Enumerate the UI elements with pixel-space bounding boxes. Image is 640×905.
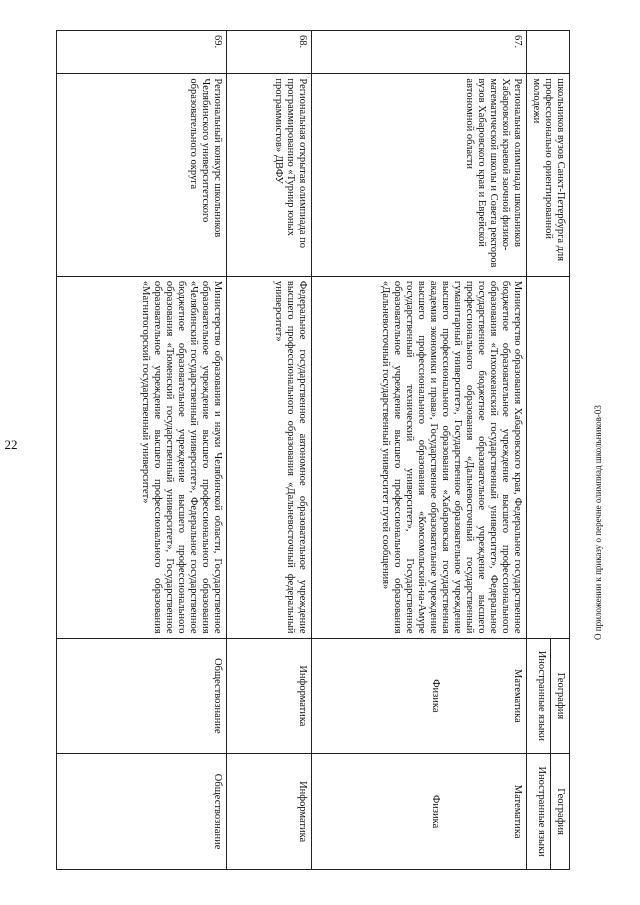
- table-row: [227, 31, 312, 870]
- table-cell: [527, 276, 570, 638]
- organizer-text: Министерство образования и науки Челябинской области, Государственное образовательное учреждение высшего профессионального образования «Челябинский государственный университет», Федеральное государственное бюджетное образовательное учреждение высшего профессионального образования «Тюменский государственный университет», Государственное образовательное учреждение высшего профессионального образования «Магнитогорский государственный университет»: [57, 276, 227, 638]
- row-number: 69.: [57, 31, 227, 74]
- subject-cell: [312, 638, 527, 754]
- rotated-table-page: [60, 30, 570, 870]
- table-cell: [527, 31, 570, 74]
- olympiad-name: Региональная открытая олимпиада по программированию «Турнир юных программистов» ДВФУ: [227, 74, 312, 277]
- subject-label: Физика: [430, 679, 441, 713]
- subject-label: Иностранные языки: [535, 754, 551, 869]
- subject-cell: Обществознание: [57, 754, 227, 870]
- organizer-text: Министерство образования Хабаровского края, Федеральное государственное бюджетное образовательное учреждение высшего профессионального образования «Тихоокеанский государственный университет», Федеральное государственное бюджетное образовательное учреждение высшего профессионального образования «Дальневосточный государственный гуманитарный университет», Государственное образовательное учреждение высшего профессионального образования «Хабаровская государственная академия экономики и права», Государственное образовательное учреждение высшего профессионального образования «Комсомольский-на-Амуре государственный технический университет», Государственное образовательное учреждение высшего профессионального образования «Дальневосточный государственный университет путей сообщения»: [312, 276, 527, 638]
- table-row: [527, 31, 570, 870]
- subject-label: Математика: [512, 669, 523, 723]
- subject-cell: [527, 754, 570, 870]
- row-number: 68.: [227, 31, 312, 74]
- row-number: 67.: [312, 31, 527, 74]
- subject-label: География: [555, 672, 566, 720]
- page-number: 22: [4, 437, 18, 452]
- table-row: [57, 31, 227, 870]
- subject-cell: [527, 638, 570, 754]
- footer-note: О приложении к приказу о перечне олимпиад школьников-03: [593, 405, 603, 640]
- olympiad-name: Региональная олимпиада школьников Хабаровской краевой заочной физико-математической школы и Совета ректоров вузов Хабаровского края и Еврейской автономной области: [312, 74, 527, 277]
- olympiad-table: [56, 30, 570, 870]
- olympiad-name: Региональный конкурс школьников Челябинского университетского образовательного округа: [57, 74, 227, 277]
- subject-cell: Информатика: [227, 754, 312, 870]
- subject-cell: Обществознание: [57, 638, 227, 754]
- subject-label: Физика: [430, 794, 441, 829]
- subject-label: Иностранные языки: [535, 639, 551, 754]
- subject-label: Математика: [512, 784, 523, 839]
- subject-label: География: [555, 788, 566, 835]
- table-row: [312, 31, 527, 870]
- subject-cell: [312, 754, 527, 870]
- subject-cell: Информатика: [227, 638, 312, 754]
- organizer-text: Федеральное государственное автономное образовательное учреждение высшего профессионального образования «Дальневосточный федеральный университет»: [227, 276, 312, 638]
- continuation-text-cell: школьников вузов Санкт-Петербурга для профессионально ориентированной молодежи: [527, 74, 570, 277]
